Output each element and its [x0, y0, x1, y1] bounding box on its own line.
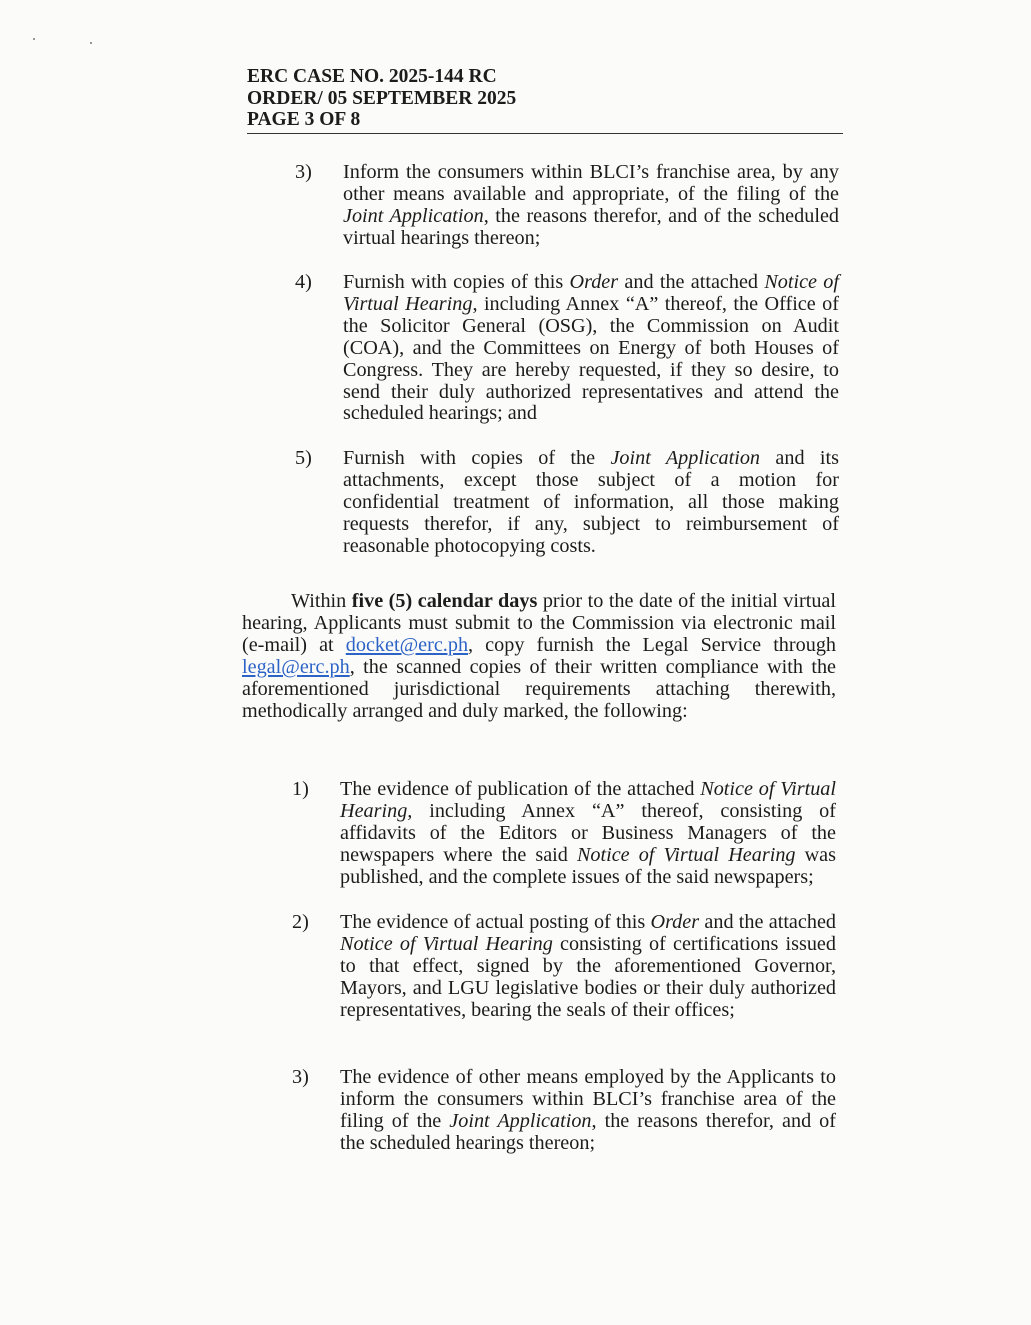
list-item-text: The evidence of actual posting of this Order and the attached Notice of Virtual Hearing consisting of certifications issued to that effect, signed by the aforementioned Governor, Mayors, and LGU legislative bodies or their duly authorized representatives, bearing the seals of their offices; — [340, 911, 836, 1021]
scan-speck — [90, 42, 92, 44]
legal-email-link[interactable]: legal@erc.ph — [242, 655, 350, 678]
page-number: PAGE 3 OF 8 — [247, 109, 361, 130]
list-item-text: The evidence of publication of the attached Notice of Virtual Hearing, including Annex “A” thereof, consisting of affidavits of the Editors or Business Managers of the newspapers where the said Notice of Virtual Hearing was published, and the complete issues of the said newspapers; — [340, 778, 836, 888]
list-item-number: 1) — [292, 778, 309, 800]
list-item-number: 5) — [295, 447, 312, 469]
page-header — [247, 66, 843, 134]
list-item-number: 2) — [292, 911, 309, 933]
list-item-text: Inform the consumers within BLCI’s franchise area, by any other means available and appropriate, of the filing of the Joint Application, the reasons therefor, and of the scheduled virtual hearings thereon; — [343, 161, 839, 249]
scan-speck — [33, 38, 35, 40]
order-date: ORDER/ 05 SEPTEMBER 2025 — [247, 87, 517, 109]
case-number: ERC CASE NO. 2025-144 RC — [247, 66, 497, 87]
body-paragraph: Within five (5) calendar days prior to the date of the initial virtual hearing, Applicants must submit to the Commission via electronic mail (e-mail) at docket@erc.ph, copy furnish the Legal Service through legal@erc.ph, the scanned copies of their written compliance with the aforementioned jurisdictional requirements attaching therewith, methodically arranged and duly marked, the following: — [242, 590, 837, 722]
list-item-number: 3) — [292, 1066, 309, 1088]
docket-email-link[interactable]: docket@erc.ph — [345, 633, 469, 656]
list-item-text: Furnish with copies of this Order and the attached Notice of Virtual Hearing, including Annex “A” thereof, the Office of the Solicitor General (OSG), the Commission on Audit (COA), and the Committees on Energy of both Houses of Congress. They are hereby requested, if they so desire, to send their duly authorized representatives and attend the scheduled hearings; and — [343, 271, 839, 425]
list-item-number: 3) — [295, 161, 312, 183]
list-item-text: The evidence of other means employed by the Applicants to inform the consumers within BLCI’s franchise area of the filing of the Joint Application, the reasons therefor, and of the scheduled hearings thereon; — [340, 1066, 837, 1154]
list-item-text: Furnish with copies of the Joint Application and its attachments, except those subject of a motion for confidential treatment of information, all those making requests therefor, if any, subject to reimbursement of reasonable photocopying costs. — [343, 447, 839, 557]
list-item-number: 4) — [295, 271, 312, 293]
